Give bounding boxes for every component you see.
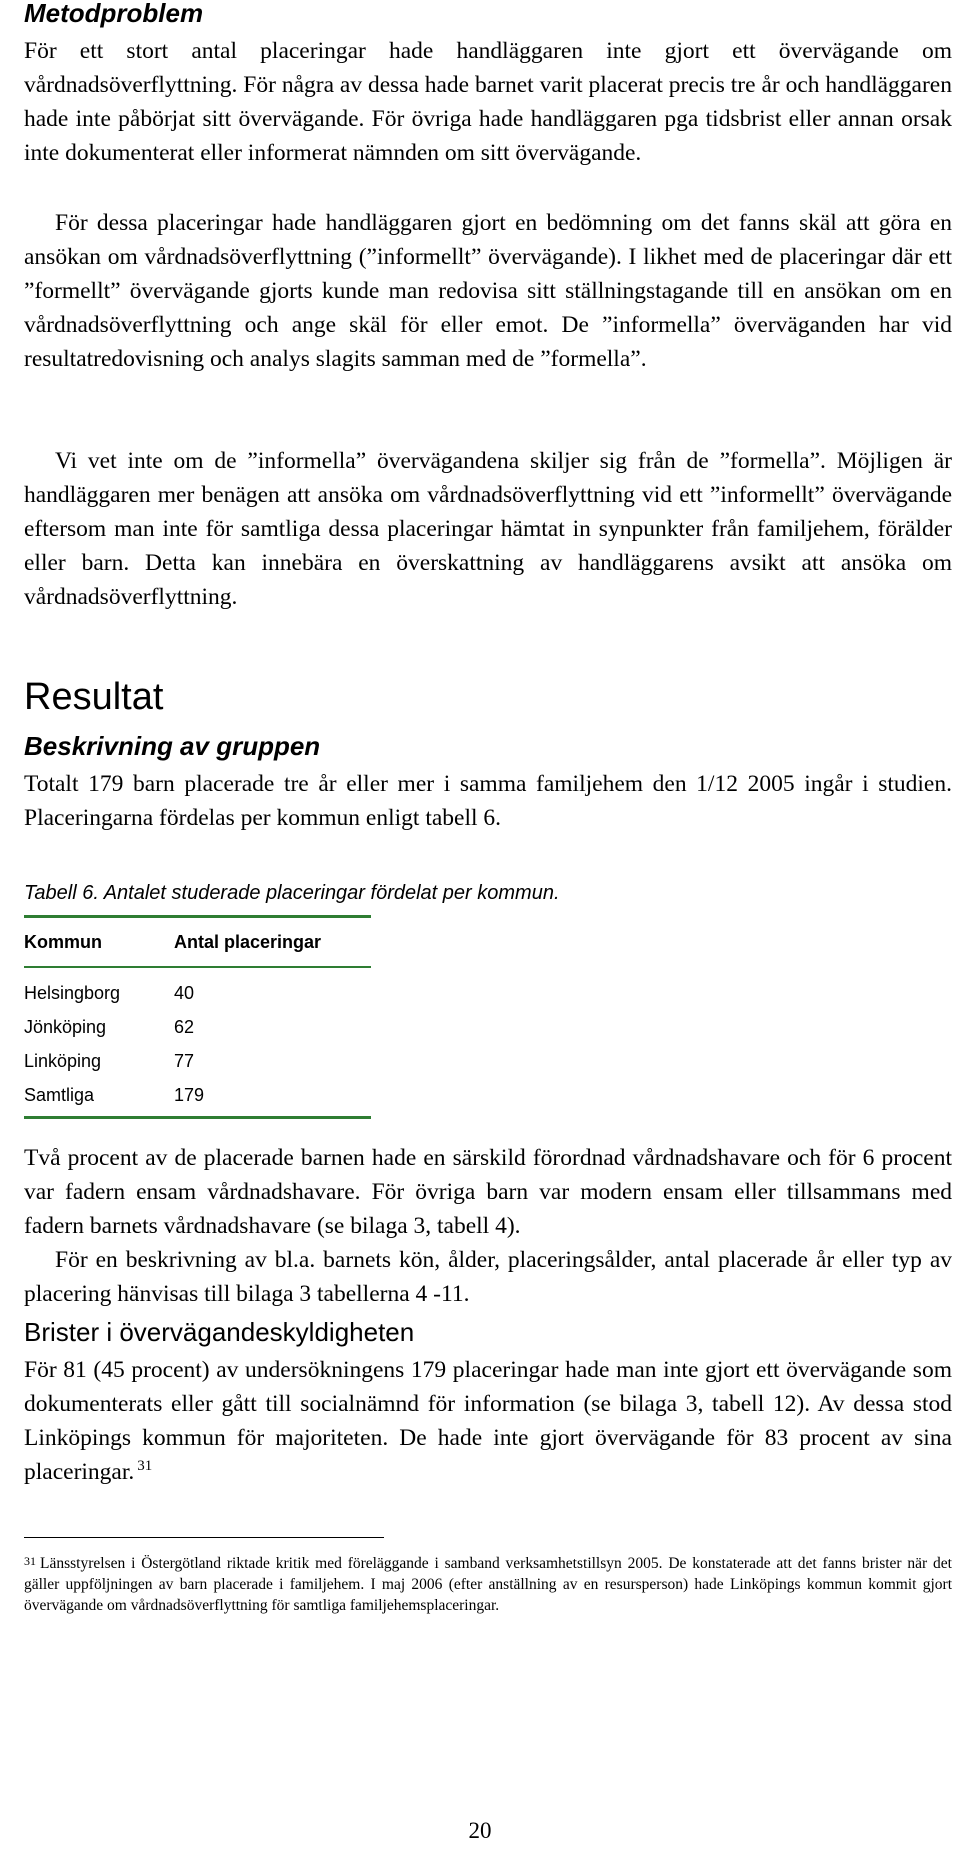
paragraph-metodproblem-1: För ett stort antal placeringar hade handläggaren inte gjort ett övervägande om vårdnadsöverflyttning. För några av dessa hade barnet varit placerat precis tre år och handläggaren hade inte påbörjat sitt övervägande. För övriga hade handläggaren pga tidsbrist eller annan orsak inte dokumenterat eller informerat nämnden om sitt övervägande. xyxy=(24,38,952,166)
table-row xyxy=(24,1044,371,1078)
table-row xyxy=(24,976,371,1010)
subheading-beskrivning: Beskrivning av gruppen xyxy=(24,731,321,761)
table-bottom-rule xyxy=(24,1116,371,1119)
section-heading-resultat: Resultat xyxy=(24,676,164,718)
table-header-rule xyxy=(24,966,371,968)
footnote-text: Länsstyrelsen i Östergötland riktade kritik med föreläggande i samband verksamhetstillsyn 2005. De konstaterade att det fanns brister när det gäller uppföljningen av barn placerade i familjehem. I maj 2006 (efter anställning av en resursperson) hade Linköpings kommun kommit gjort övervägande om vårdnadsöverflyttning för samtliga familjehemsplaceringar. xyxy=(24,1555,952,1614)
table-caption: Tabell 6. Antalet studerade placeringar fördelat per kommun. xyxy=(24,882,560,904)
header-antal-placeringar: Antal placeringar xyxy=(174,931,322,952)
table-header-row xyxy=(24,918,371,966)
table-row xyxy=(24,1078,371,1112)
paragraph-beskrivning: Totalt 179 barn placerade tre år eller mer i samma familjehem den 1/12 2005 ingår i studien. Placeringarna fördelas per kommun enligt tabell 6. xyxy=(24,771,952,831)
page-number: 20 xyxy=(468,1818,492,1843)
footnote-number: 31 xyxy=(24,1554,36,1568)
paragraph-brister xyxy=(24,1353,952,1489)
paragraph-brister-text: För 81 (45 procent) av undersökningens 179 placeringar hade man inte gjort ett övervägande som dokumenterats eller gått till socialnämnd för information (se bilaga 3, tabell 12). Av dessa stod Linköpings kommun för majoriteten. De hade inte gjort övervägande för 83 procent av sina placeringar. xyxy=(24,1357,952,1485)
cell-kommun: Samtliga xyxy=(24,1084,95,1105)
cell-kommun: Jönköping xyxy=(24,1016,107,1037)
paragraph-vardnadshavare: Två procent av de placerade barnen hade en särskild förordnad vårdnadshavare och för 6 procent var fadern ensam vårdnadshavare. För övriga barn var modern ensam eller tillsammans med fadern barnets vårdnadshavare (se bilaga 3, tabell 4). xyxy=(24,1145,952,1239)
cell-antal: 77 xyxy=(174,1050,195,1071)
section-heading-metodproblem: Metodproblem xyxy=(24,0,204,28)
placement-table xyxy=(24,915,371,1119)
section-heading-brister: Brister i övervägandeskyldigheten xyxy=(24,1317,415,1347)
footnote-divider xyxy=(24,1537,384,1538)
cell-antal: 179 xyxy=(174,1084,205,1105)
header-kommun: Kommun xyxy=(24,931,102,952)
paragraph-metodproblem-3: Vi vet inte om de ”informella” övervägandena skiljer sig från de ”formella”. Möjligen är handläggaren mer benägen att ansöka om vårdnadsöverflyttning vid ett ”informellt” övervägande eftersom man inte för samtliga dessa placeringar hämtat in synpunkter från familjehem, förälder eller barn. Detta kan innebära en överskattning av handläggarens avsikt att ansöka om vårdnadsöverflyttning. xyxy=(24,448,952,610)
cell-kommun: Linköping xyxy=(24,1050,102,1071)
cell-kommun: Helsingborg xyxy=(24,982,121,1003)
cell-antal: 62 xyxy=(174,1016,195,1037)
paragraph-beskrivning-hanvisning: För en beskrivning av bl.a. barnets kön, ålder, placeringsålder, antal placerade år eller typ av placering hänvisas till bilaga 3 tabellerna 4 -11. xyxy=(24,1247,952,1307)
footnote xyxy=(24,1553,952,1616)
cell-antal: 40 xyxy=(174,982,195,1003)
paragraph-metodproblem-2: För dessa placeringar hade handläggaren gjort en bedömning om det fanns skäl att göra en ansökan om vårdnadsöverflyttning (”informellt” övervägande). I likhet med de placeringar där ett ”formellt” övervägande gjorts kunde man redovisa sitt ställningstagande till en ansökan om en vårdnadsöverflyttning och ange skäl för eller emot. De ”informella” överväganden har vid resultatredovisning och analys slagits samman med de ”formella”. xyxy=(24,210,952,372)
table-row xyxy=(24,1010,371,1044)
footnote-reference[interactable]: 31 xyxy=(137,1458,153,1474)
